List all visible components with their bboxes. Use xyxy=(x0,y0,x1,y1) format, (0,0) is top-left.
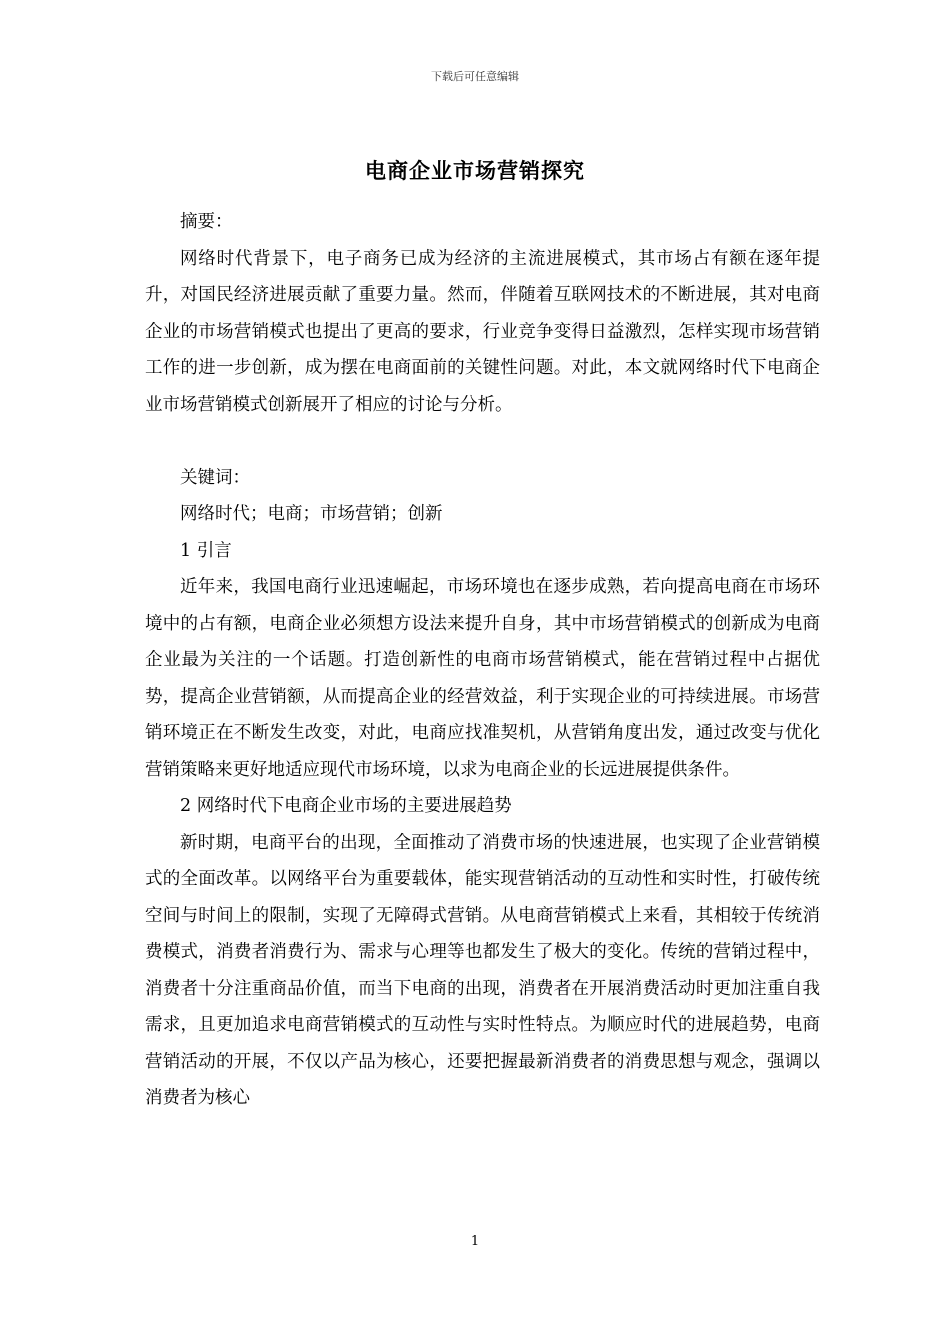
section-2-paragraph: 新时期，电商平台的出现，全面推动了消费市场的快速进展，也实现了企业营销模式的全面改革。以网络平台为重要载体，能实现营销活动的互动性和实时性，打破传统空间与时间上的限制，实现了无障碍式营销。从电商营销模式上来看，其相较于传统消费模式，消费者消费行为、需求与心理等也都发生了极大的变化。传统的营销过程中，消费者十分注重商品价值，而当下电商的出现，消费者在开展消费活动时更加注重自我需求，且更加追求电商营销模式的互动性与实时性特点。为顺应时代的进展趋势，电商营销活动的开展，不仅以产品为核心，还要把握最新消费者的消费思想与观念，强调以消费者为核心 xyxy=(145,832,820,1108)
page-number: 1 xyxy=(470,1234,480,1249)
abstract-label: 摘要： xyxy=(180,212,233,232)
document-title: 电商企业市场营销探究 xyxy=(365,159,585,183)
section-1-heading: 1 引言 xyxy=(180,540,232,561)
section-2-heading: 2 网络时代下电商企业市场的主要进展趋势 xyxy=(180,796,512,816)
paragraph-spacer xyxy=(145,423,820,460)
document-body xyxy=(145,204,820,1117)
keywords-label: 关键词： xyxy=(180,467,250,488)
section-1-paragraph: 近年来，我国电商行业迅速崛起，市场环境也在逐步成熟，若向提高电商在市场环境中的占有额，电商企业必须想方设法来提升自身，其中市场营销模式的创新成为电商企业最为关注的一个话题。打造创新性的电商市场营销模式，能在营销过程中占据优势，提高企业营销额，从而提高企业的经营效益，利于实现企业的可持续进展。市场营销环境正在不断发生改变，对此，电商应找准契机，从营销角度出发，通过改变与优化营销策略来更好地适应现代市场环境，以求为电商企业的长远进展提供条件。 xyxy=(145,577,820,780)
page-header: 下载后可任意编辑 xyxy=(431,70,519,83)
keywords-text: 网络时代；电商；市场营销；创新 xyxy=(180,504,443,524)
abstract-paragraph: 网络时代背景下，电子商务已成为经济的主流进展模式，其市场占有额在逐年提升，对国民经济进展贡献了重要力量。然而，伴随着互联网技术的不断进展，其对电商企业的市场营销模式也提出了更高的要求，行业竞争变得日益激烈，怎样实现市场营销工作的进一步创新，成为摆在电商面前的关键性问题。对此，本文就网络时代下电商企业市场营销模式创新展开了相应的讨论与分析。 xyxy=(145,248,820,415)
